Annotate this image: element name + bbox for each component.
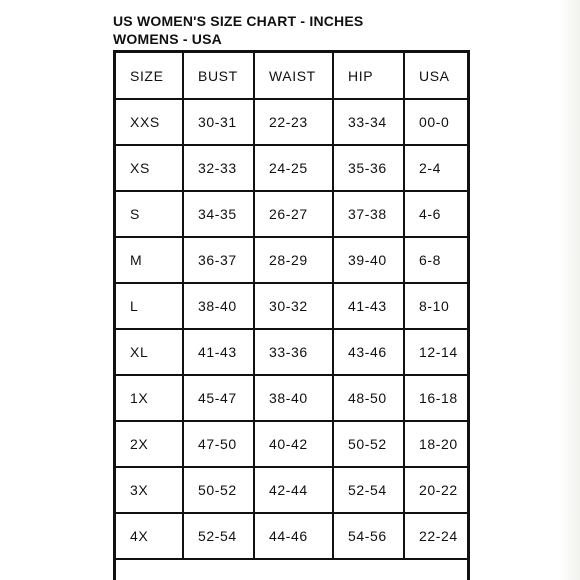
table-row xyxy=(116,145,470,191)
table-row xyxy=(116,467,470,513)
table-row xyxy=(116,191,470,237)
cell-size: 4X xyxy=(116,513,183,559)
cell-bust: 41-43 xyxy=(183,329,254,375)
header-waist: WAIST xyxy=(254,53,333,99)
cell-bust: 32-33 xyxy=(183,145,254,191)
cell-waist: 38-40 xyxy=(254,375,333,421)
cell-waist: 33-36 xyxy=(254,329,333,375)
cell-hip: 39-40 xyxy=(333,237,404,283)
chart-title: US WOMEN'S SIZE CHART - INCHES xyxy=(113,13,364,29)
chart-titles xyxy=(113,12,363,48)
cell-size: 1X xyxy=(116,375,183,421)
table-row xyxy=(116,99,470,145)
cell-hip: 41-43 xyxy=(333,283,404,329)
cell-usa: 8-10 xyxy=(404,283,470,329)
size-table xyxy=(116,53,470,560)
cell-hip: 50-52 xyxy=(333,421,404,467)
cell-size: XL xyxy=(116,329,183,375)
cell-size: 3X xyxy=(116,467,183,513)
cell-size: M xyxy=(116,237,183,283)
cell-usa: 4-6 xyxy=(404,191,470,237)
cell-waist: 24-25 xyxy=(254,145,333,191)
cell-hip: 35-36 xyxy=(333,145,404,191)
cell-bust: 30-31 xyxy=(183,99,254,145)
cell-hip: 54-56 xyxy=(333,513,404,559)
table-row xyxy=(116,329,470,375)
cell-waist: 30-32 xyxy=(254,283,333,329)
header-size: SIZE xyxy=(116,53,183,99)
table-row xyxy=(116,375,470,421)
cell-size: XXS xyxy=(116,99,183,145)
cell-waist: 44-46 xyxy=(254,513,333,559)
size-table-frame xyxy=(113,50,470,580)
table-row xyxy=(116,421,470,467)
cell-usa: 6-8 xyxy=(404,237,470,283)
cell-bust: 38-40 xyxy=(183,283,254,329)
cell-bust: 36-37 xyxy=(183,237,254,283)
cell-usa: 18-20 xyxy=(404,421,470,467)
cell-usa: 20-22 xyxy=(404,467,470,513)
cell-waist: 28-29 xyxy=(254,237,333,283)
cell-waist: 26-27 xyxy=(254,191,333,237)
table-header-row xyxy=(116,53,470,99)
cell-size: L xyxy=(116,283,183,329)
cell-bust: 47-50 xyxy=(183,421,254,467)
cell-usa: 16-18 xyxy=(404,375,470,421)
table-row xyxy=(116,513,470,559)
cell-bust: 52-54 xyxy=(183,513,254,559)
cell-size: 2X xyxy=(116,421,183,467)
cell-hip: 43-46 xyxy=(333,329,404,375)
cell-usa: 12-14 xyxy=(404,329,470,375)
header-hip: HIP xyxy=(333,53,404,99)
cell-waist: 40-42 xyxy=(254,421,333,467)
cell-bust: 50-52 xyxy=(183,467,254,513)
cell-hip: 37-38 xyxy=(333,191,404,237)
header-bust: BUST xyxy=(183,53,254,99)
cell-bust: 34-35 xyxy=(183,191,254,237)
cell-usa: 22-24 xyxy=(404,513,470,559)
cell-usa: 00-0 xyxy=(404,99,470,145)
chart-subtitle: WOMENS - USA xyxy=(113,31,222,47)
cell-waist: 42-44 xyxy=(254,467,333,513)
cell-bust: 45-47 xyxy=(183,375,254,421)
cell-hip: 48-50 xyxy=(333,375,404,421)
header-usa: USA xyxy=(404,53,470,99)
cell-size: S xyxy=(116,191,183,237)
cell-hip: 52-54 xyxy=(333,467,404,513)
cell-size: XS xyxy=(116,145,183,191)
table-row xyxy=(116,283,470,329)
cell-usa: 2-4 xyxy=(404,145,470,191)
cell-waist: 22-23 xyxy=(254,99,333,145)
table-row xyxy=(116,237,470,283)
cell-hip: 33-34 xyxy=(333,99,404,145)
